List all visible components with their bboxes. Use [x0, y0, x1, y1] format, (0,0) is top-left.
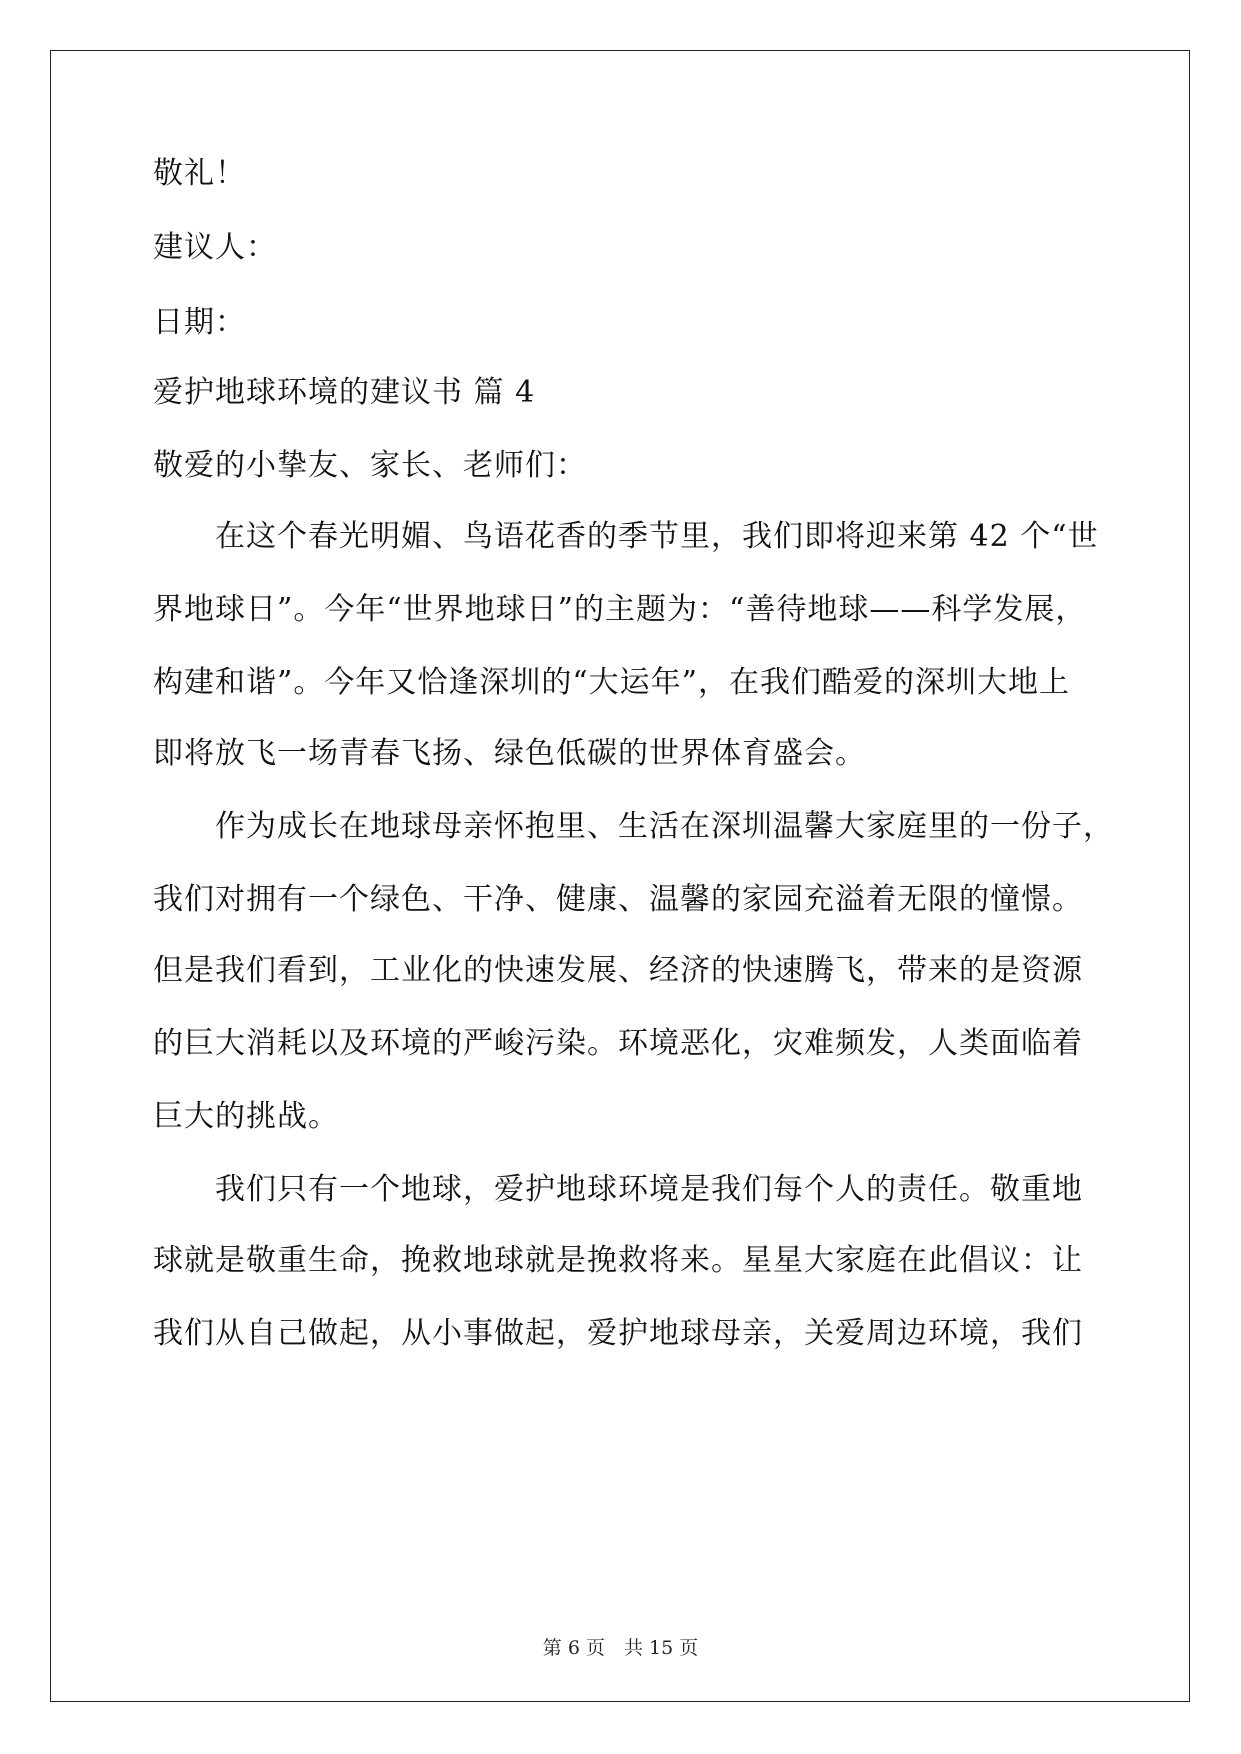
- paragraph-line: 但是我们看到，工业化的快速发展、经济的快速腾飞，带来的是资源: [153, 953, 1083, 988]
- paragraph-line: 在这个春光明媚、鸟语花香的季节里，我们即将迎来第 42 个“世: [215, 519, 1099, 554]
- page-border: [50, 50, 1190, 1702]
- paragraph-line: 构建和谐”。今年又恰逢深圳的“大运年”，在我们酷爱的深圳大地上: [153, 665, 1071, 700]
- paragraph-line: 我们从自己做起，从小事做起，爱护地球母亲，关爱周边环境，我们: [153, 1316, 1083, 1351]
- paragraph-line: 界地球日”。今年“世界地球日”的主题为：“善待地球——科学发展，: [153, 592, 1087, 627]
- paragraph-line: 作为成长在地球母亲怀抱里、生活在深圳温馨大家庭里的一份子，: [215, 809, 1114, 844]
- paragraph-line: 的巨大消耗以及环境的严峻污染。环境恶化，灾难频发，人类面临着: [153, 1026, 1083, 1061]
- paragraph-line: 即将放飞一场青春飞扬、绿色低碳的世界体育盛会。: [153, 736, 866, 771]
- closing-salutation: 敬礼！: [153, 156, 246, 191]
- section-title: 爱护地球环境的建议书 篇 4: [153, 375, 536, 410]
- greeting-line: 敬爱的小挚友、家长、老师们：: [153, 448, 587, 483]
- date-label: 日期：: [153, 305, 246, 340]
- signer-label: 建议人：: [153, 230, 277, 265]
- paragraph-line: 球就是敬重生命，挽救地球就是挽救将来。星星大家庭在此倡议：让: [153, 1243, 1083, 1278]
- page-number-footer: 第 6 页 共 15 页: [542, 1637, 699, 1659]
- paragraph-line: 巨大的挑战。: [153, 1099, 339, 1134]
- paragraph-line: 我们只有一个地球，爱护地球环境是我们每个人的责任。敬重地: [215, 1172, 1083, 1207]
- paragraph-line: 我们对拥有一个绿色、干净、健康、温馨的家园充溢着无限的憧憬。: [153, 882, 1083, 917]
